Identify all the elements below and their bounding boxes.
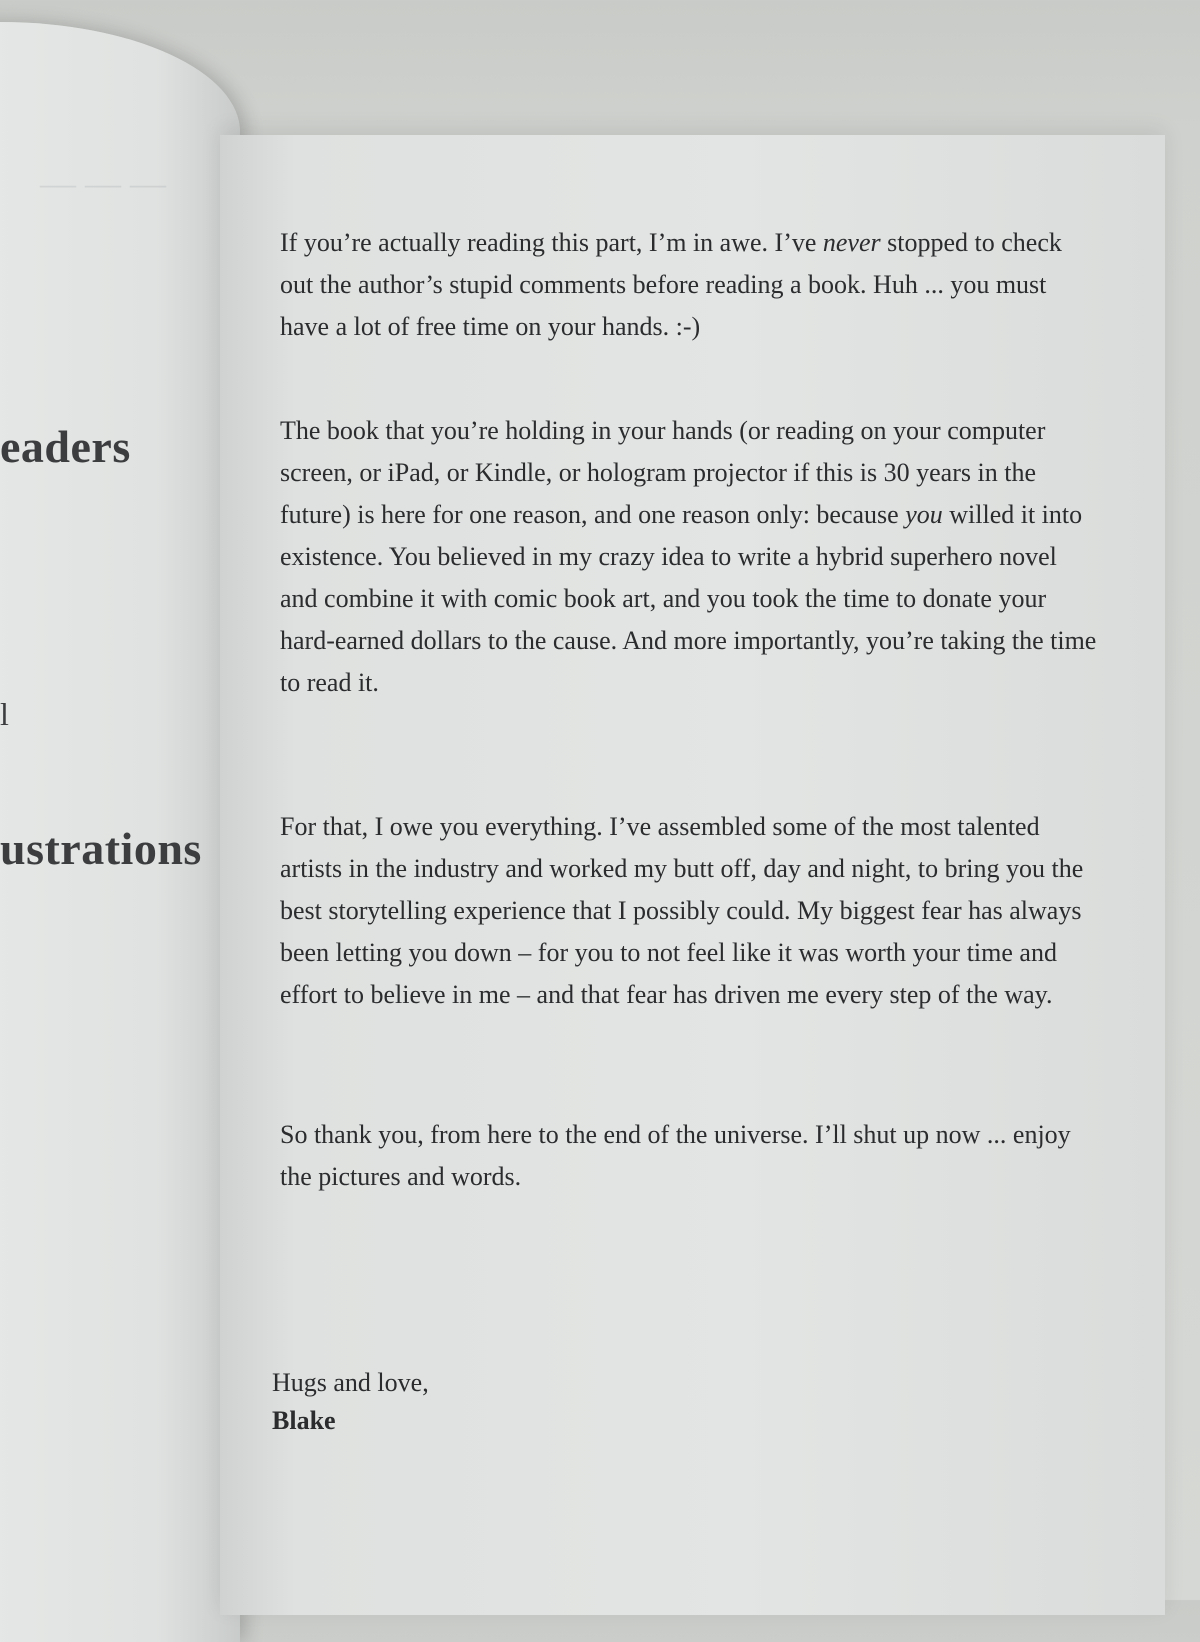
paragraph-1-part-1: If you’re actually reading this part, I’m in awe. I’ve	[280, 228, 823, 257]
paragraph-4-text: So thank you, from here to the end of the universe. I’ll shut up now ... enjoy the pictures and words.	[280, 1120, 1071, 1191]
closing-block	[272, 1364, 429, 1440]
paragraph-1-emphasis: never	[822, 228, 881, 257]
paragraph-1	[280, 222, 1100, 348]
paragraph-2-emphasis: you	[905, 500, 943, 529]
left-page-fragment: l	[0, 696, 9, 732]
paragraph-2	[280, 410, 1100, 704]
paragraph-4	[280, 1114, 1100, 1198]
left-page-heading-readers: eaders	[0, 421, 131, 472]
paragraph-2-part-2: willed it into existence. You believed in my crazy idea to write a hybrid superhero novel and combine it with comic book art, and you took the time to donate your hard-earned dollars to the cause. And more importantly, you’re taking the time to read it.	[280, 500, 1097, 697]
paragraph-1-part-2: stopped to check out the author’s stupid comments before reading a book. Huh ... you must have a lot of free time on your hands. :-)	[280, 228, 1062, 341]
paragraph-2-part-1: The book that you’re holding in your hands (or reading on your computer screen, or iPad, or Kindle, or hologram projector if this is 30 years in the future) is here for one reason, and one reason only: because	[280, 416, 1046, 529]
paragraph-3-text: For that, I owe you everything. I’ve assembled some of the most talented artists in the industry and worked my butt off, day and night, to bring you the best storytelling experience that I possibly could. My biggest fear has always been letting you down – for you to not feel like it was worth your time and effort to believe in me – and that fear has driven me every step of the way.	[280, 812, 1084, 1009]
signature: Blake	[272, 1406, 336, 1435]
paragraph-3	[280, 806, 1100, 1016]
closing-line: Hugs and love,	[272, 1368, 429, 1397]
left-page-heading-illustrations: ustrations	[0, 823, 202, 874]
bleed-through-text: — — —	[40, 163, 166, 203]
